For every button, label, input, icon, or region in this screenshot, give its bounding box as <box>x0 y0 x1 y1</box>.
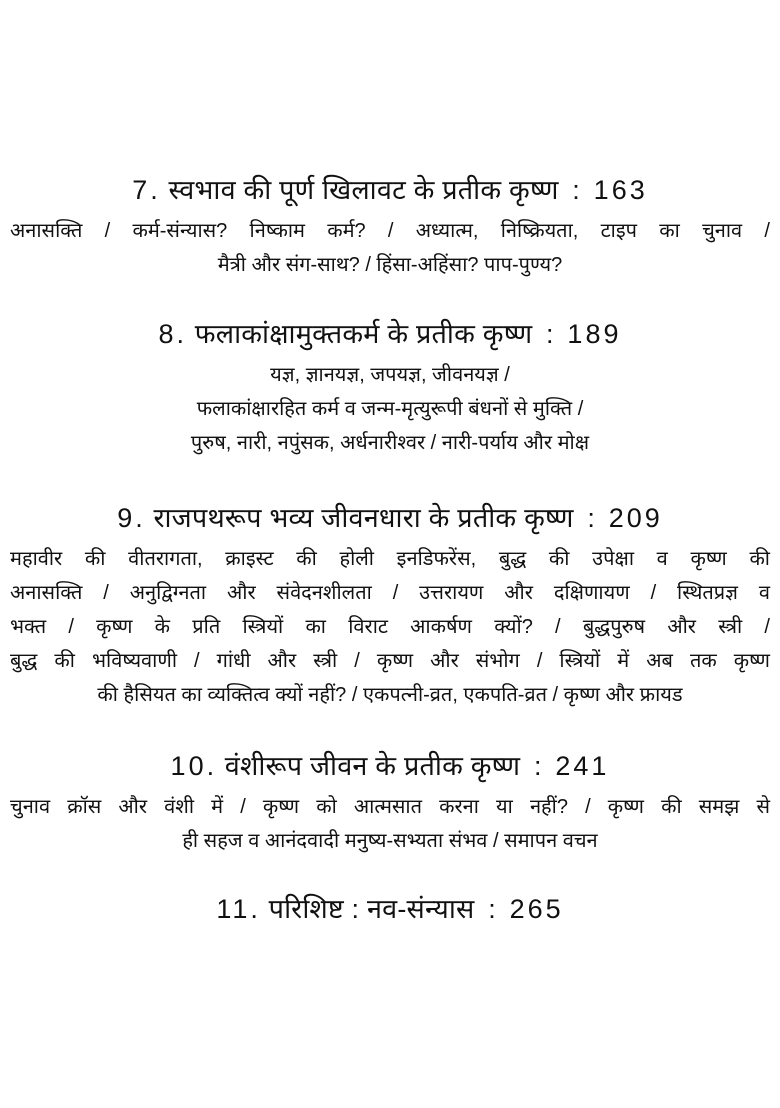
chapter-heading <box>10 748 770 784</box>
chapter-title: फलाकांक्षामुक्तकर्म के प्रतीक कृष्ण <box>194 319 533 349</box>
topic-line: चुनाव क्रॉस और वंशी में / कृष्ण को आत्मसात करना या नहीं? / कृष्ण की समझ से <box>10 796 770 818</box>
chapter-title: स्वभाव की पूर्ण खिलावट के प्रतीक कृष्ण <box>168 175 559 205</box>
topic-line: बुद्ध की भविष्यवाणी / गांधी और स्त्री / कृष्ण और संभोग / स्त्रियों में अब तक कृष्ण <box>10 650 770 672</box>
chapter-number: 11. <box>216 894 261 924</box>
page-number: 163 <box>593 175 648 205</box>
page-number: 189 <box>567 319 622 349</box>
topic-line: अनासक्ति / अनुद्विग्नता और संवेदनशीलता / उत्तरायण और दक्षिणायण / स्थितप्रज्ञ व <box>10 582 770 604</box>
chapter-heading <box>10 891 770 927</box>
topic-line: फलाकांक्षारहित कर्म व जन्म-मृत्युरूपी बंधनों से मुक्ति / <box>196 398 584 420</box>
toc-entry-chapter-9 <box>10 500 770 712</box>
page-separator: : <box>488 894 496 924</box>
chapter-topics <box>10 214 770 282</box>
topic-line: की हैसियत का व्यक्तित्व क्यों नहीं? / एकपत्नी-व्रत, एकपति-व्रत / कृष्ण और फ्रायड <box>97 684 683 706</box>
page-separator: : <box>546 319 554 349</box>
chapter-number: 7. <box>132 175 161 205</box>
chapter-number: 8. <box>158 319 188 349</box>
page-number: 209 <box>608 503 663 533</box>
chapter-heading <box>10 500 770 536</box>
topic-line: पुरुष, नारी, नपुंसक, अर्धनारीश्वर / नारी-पर्याय और मोक्ष <box>190 432 590 454</box>
chapter-title: राजपथरूप भव्य जीवनधारा के प्रतीक कृष्ण <box>153 503 574 533</box>
topic-line: ही सहज व आनंदवादी मनुष्य-सभ्यता संभव / समापन वचन <box>182 830 598 852</box>
page-number: 265 <box>509 894 564 924</box>
chapter-heading <box>10 172 770 208</box>
chapter-heading <box>10 316 770 352</box>
topic-line: मैत्री और संग-साथ? / हिंसा-अहिंसा? पाप-पुण्य? <box>217 254 563 276</box>
topic-line: यज्ञ, ज्ञानयज्ञ, जपयज्ञ, जीवनयज्ञ / <box>270 364 510 386</box>
topic-line: महावीर की वीतरागता, क्राइस्ट की होली इनडिफरेंस, बुद्ध की उपेक्षा व कृष्ण की <box>10 548 770 570</box>
toc-entry-chapter-8 <box>10 316 770 460</box>
page-separator: : <box>587 503 596 533</box>
topic-line: भक्त / कृष्ण के प्रति स्त्रियों का विराट आकर्षण क्यों? / बुद्धपुरुष और स्त्री / <box>10 616 770 638</box>
toc-entry-chapter-10 <box>10 748 770 858</box>
toc-entry-chapter-7 <box>10 172 770 282</box>
chapter-title: वंशीरूप जीवन के प्रतीक कृष्ण <box>224 751 521 781</box>
page-separator: : <box>572 175 580 205</box>
chapter-topics <box>10 790 770 858</box>
page-number: 241 <box>555 751 610 781</box>
chapter-number: 9. <box>117 503 146 533</box>
page-separator: : <box>533 751 542 781</box>
chapter-number: 10. <box>170 751 218 781</box>
chapter-topics <box>10 542 770 712</box>
topic-line: अनासक्ति / कर्म-संन्यास? निष्काम कर्म? / अध्यात्म, निष्क्रियता, टाइप का चुनाव / <box>10 220 770 242</box>
chapter-title: परिशिष्ट : नव-संन्यास <box>268 894 475 924</box>
chapter-topics <box>10 358 770 460</box>
toc-entry-appendix <box>10 891 770 927</box>
